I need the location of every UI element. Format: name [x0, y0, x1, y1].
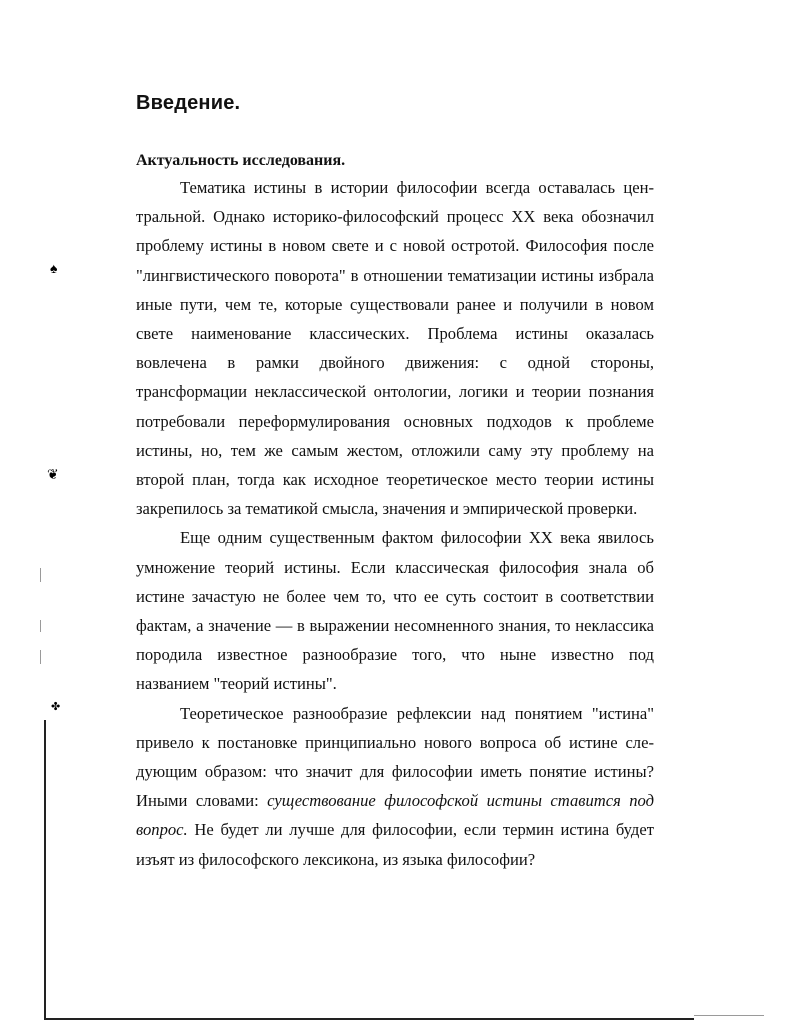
scan-edge-line — [44, 1018, 694, 1020]
body-text — [136, 173, 654, 874]
scan-artifact — [40, 650, 41, 664]
paragraph-3-italic: существование философской истины ставится под вопрос. — [136, 791, 655, 840]
scan-artifact — [40, 620, 41, 632]
binding-mark-icon: ✤ — [51, 701, 61, 713]
scan-artifact — [40, 568, 41, 582]
paragraph-3-text: Теоретическое разнообразие рефлексии над понятием "истина" привело к постановке принципиально нового вопроса об истине следующим образом: что значит для философии иметь понятие истины? Иными словами: — [136, 703, 654, 811]
scan-edge-line — [44, 720, 46, 1020]
paragraph-3 — [136, 699, 654, 874]
section-heading: Актуальность исследования. — [136, 152, 346, 169]
paragraph-3-tail: Не будет ли лучше для философии, если термин истина будет изъят из философского лексикона, из языка философии? — [136, 820, 654, 869]
binding-mark-icon: ♠ — [50, 262, 58, 277]
paragraph-2: Еще одним существенным фактом философии XX века явилось умножение теорий истины. Если классическая философия знала об истине зачастую не более чем то, что ее суть состоит в соответствии фактам, а значение — в выражении несомненного знания, то неклассика породила известное разнообразие того, что ныне известно под названием "теорий истины". — [136, 528, 654, 694]
scan-artifact — [694, 1015, 764, 1016]
paragraph-1: Тематика истины в истории философии всегда оставалась центральной. Однако историко-философский процесс XX века обозначил проблему истины в новом свете и с новой остротой. Философия после "лингвистического поворота" в отношении тематизации истины избрала иные пути, чем те, которые существовали ранее и получили в новом свете наименование классических. Проблема истины оказалась вовлечена в рамки двойного движения: с одной стороны, трансформации неклассической онтологии, логики и теории познания потребовали переформулирования основных подходов к проблеме истины, но, тем же самым жестом, отложили саму эту проблему на второй план, тогда как исходное теоретическое место теории истины закрепилось за тематикой смысла, значения и эмпирической проверки. — [136, 178, 654, 519]
binding-mark-icon: ❦ — [47, 468, 59, 483]
chapter-title: Введение. — [136, 92, 241, 114]
